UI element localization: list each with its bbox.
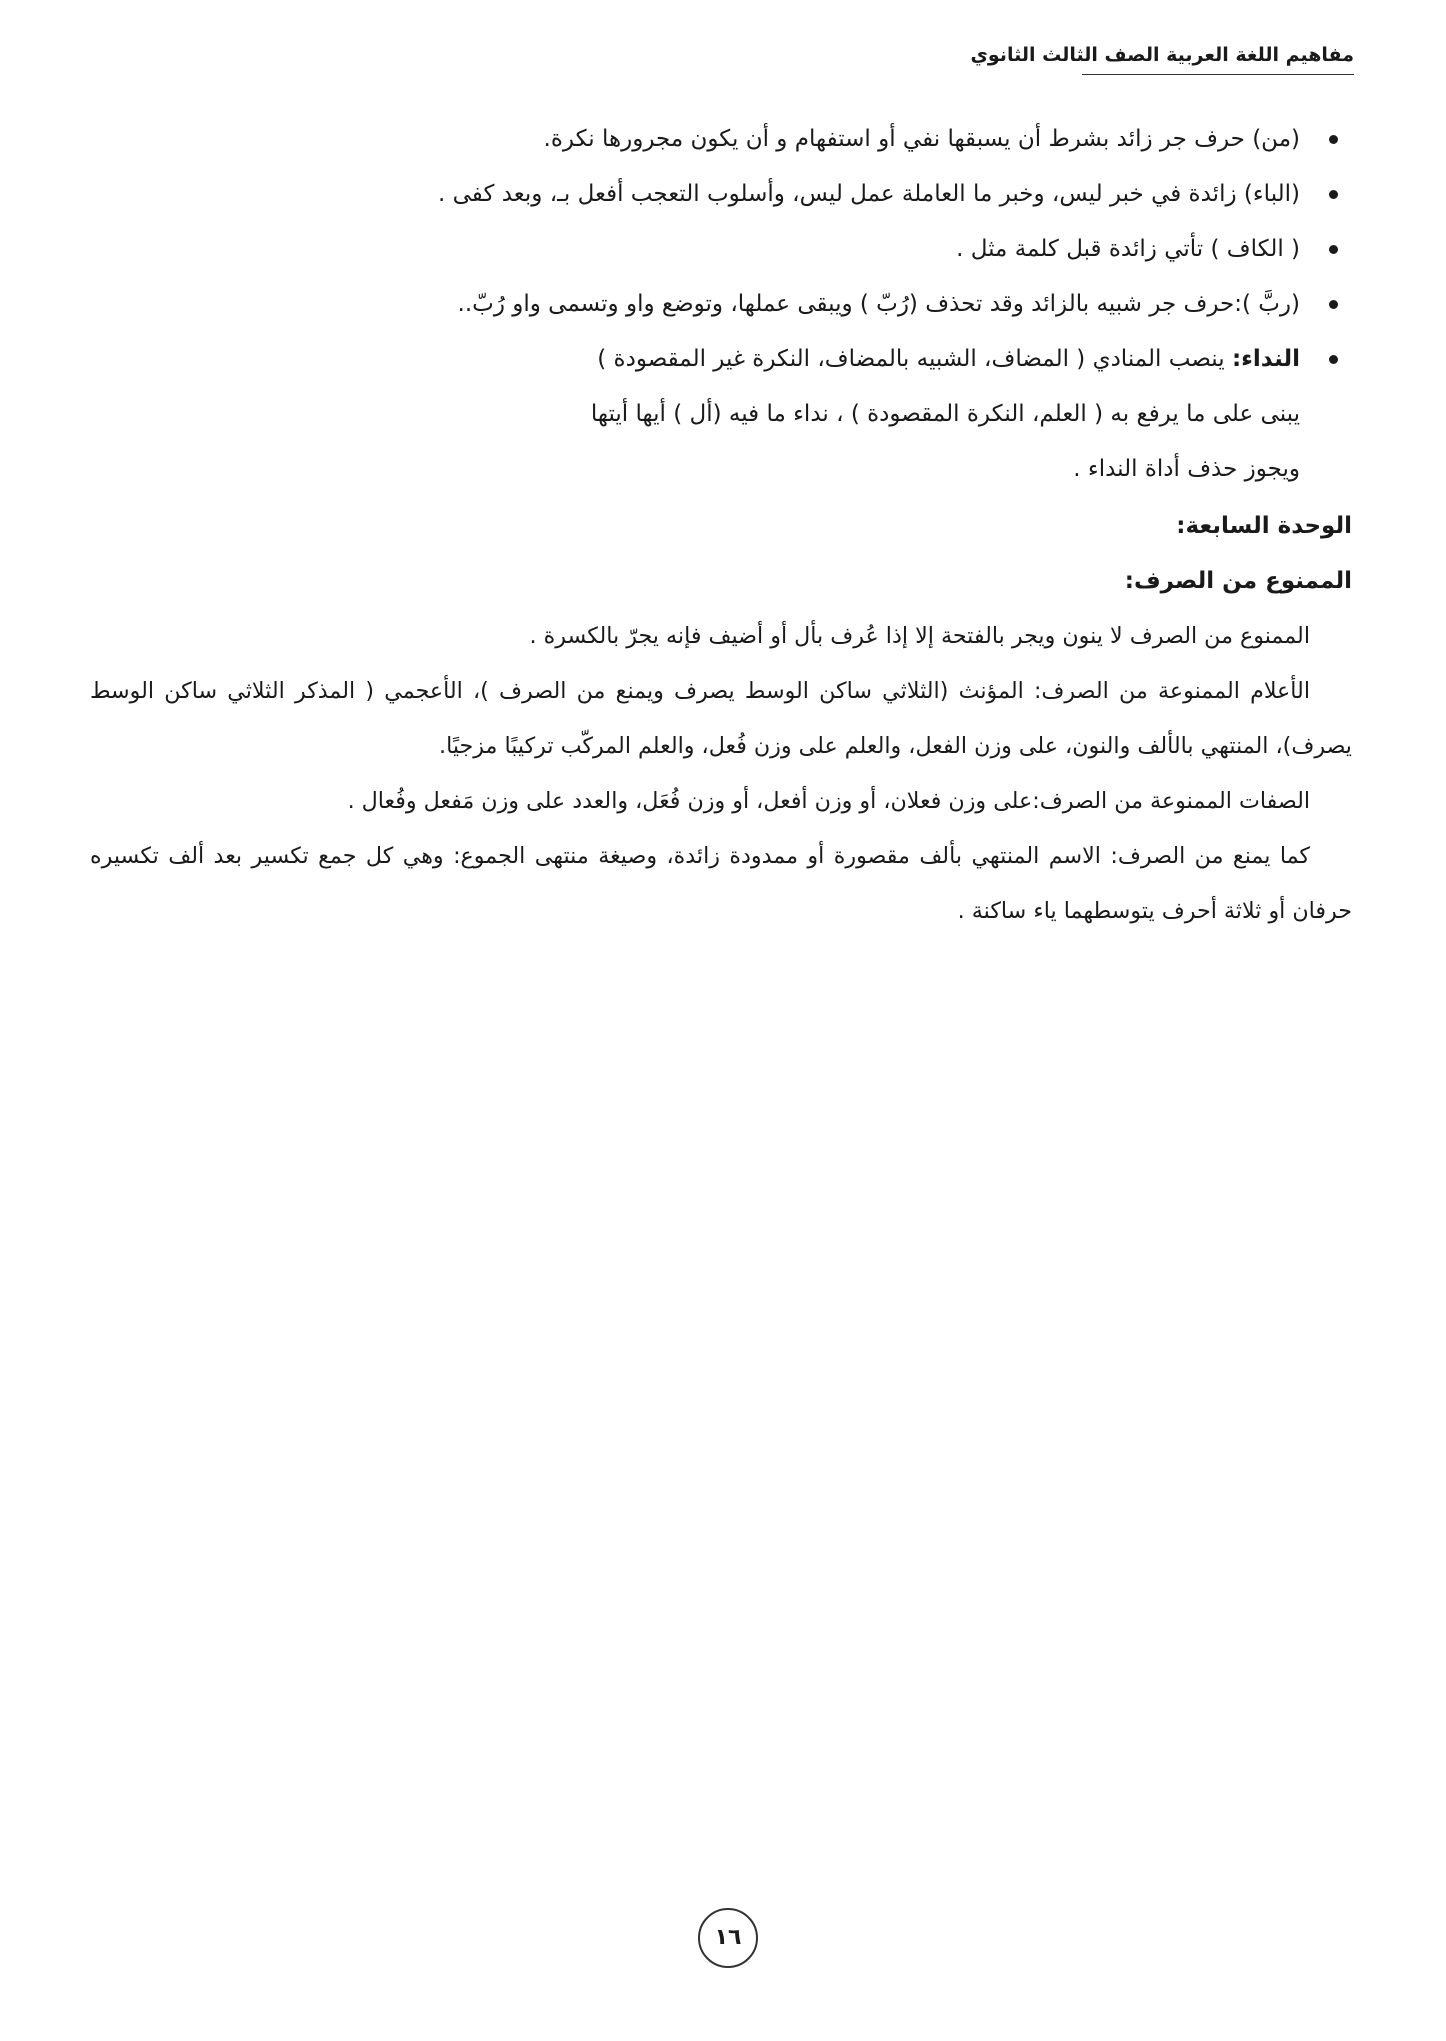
nidaa-continuation-line: ويجوز حذف أداة النداء . [1073, 456, 1300, 482]
list-item [90, 277, 1352, 332]
bullet-list [90, 112, 1352, 387]
running-header-title: مفاهيم اللغة العربية الصف الثالث الثانوي [1082, 44, 1354, 75]
body-paragraph: الممنوع من الصرف لا ينون ويجر بالفتحة إلا إذا عُرف بأل أو أضيف فإنه يجرّ بالكسرة . [529, 623, 1310, 649]
section-heading: الممنوع من الصرف: [1124, 568, 1352, 594]
body-paragraph: الصفات الممنوعة من الصرف:على وزن فعلان، أو وزن أفعل، أو وزن فُعَل، والعدد على وزن مَفعل وفُعال . [347, 788, 1310, 814]
list-item [90, 112, 1352, 167]
list-item-text: (ربَّ ):حرف جر شبيه بالزائد وقد تحذف (رُبّ ) ويبقى عملها، وتوضع واو وتسمى واو رُبّ.. [457, 291, 1300, 317]
list-item-text: ( الكاف ) تأتي زائدة قبل كلمة مثل . [956, 236, 1300, 262]
bullet-icon [1329, 245, 1338, 254]
bullet-icon [1329, 300, 1338, 309]
unit-heading: الوحدة السابعة: [1176, 513, 1352, 539]
list-item [90, 167, 1352, 222]
list-item-text: (من) حرف جر زائد بشرط أن يسبقها نفي أو استفهام و أن يكون مجرورها نكرة. [543, 126, 1300, 152]
nidaa-continuation-line: يبنى على ما يرفع به ( العلم، النكرة المقصودة ) ، نداء ما فيه (أل ) أيها أيتها [590, 401, 1300, 427]
list-item-text: ينصب المنادي ( المضاف، الشبيه بالمضاف، النكرة غير المقصودة ) [597, 346, 1232, 372]
page-number: ١٦ [698, 1908, 758, 1968]
bullet-icon [1329, 190, 1338, 199]
list-item-nidaa [90, 332, 1352, 387]
body-paragraph: الأعلام الممنوعة من الصرف: المؤنث (الثلاثي ساكن الوسط يصرف ويمنع من الصرف )، الأعجمي ( المذكر الثلاثي ساكن الوسط يصرف)، المنتهي بالألف والنون، على وزن الفعل، والعلم على وزن فُعل، والعلم المركّب تركيبًا مزجيًا. [90, 678, 1352, 759]
bullet-icon [1329, 135, 1338, 144]
nidaa-label: النداء: [1231, 346, 1300, 372]
body-paragraph: كما يمنع من الصرف: الاسم المنتهي بألف مقصورة أو ممدودة زائدة، وصيغة منتهى الجموع: وهي كل جمع تكسير بعد ألف تكسيره حرفان أو ثلاثة أحرف يتوسطهما ياء ساكنة . [90, 843, 1352, 924]
list-item-text: (الباء) زائدة في خبر ليس، وخبر ما العاملة عمل ليس، وأسلوب التعجب أفعل بـ، وبعد كفى . [438, 181, 1300, 207]
page-content [90, 112, 1352, 939]
bullet-icon [1329, 355, 1338, 364]
list-item [90, 222, 1352, 277]
